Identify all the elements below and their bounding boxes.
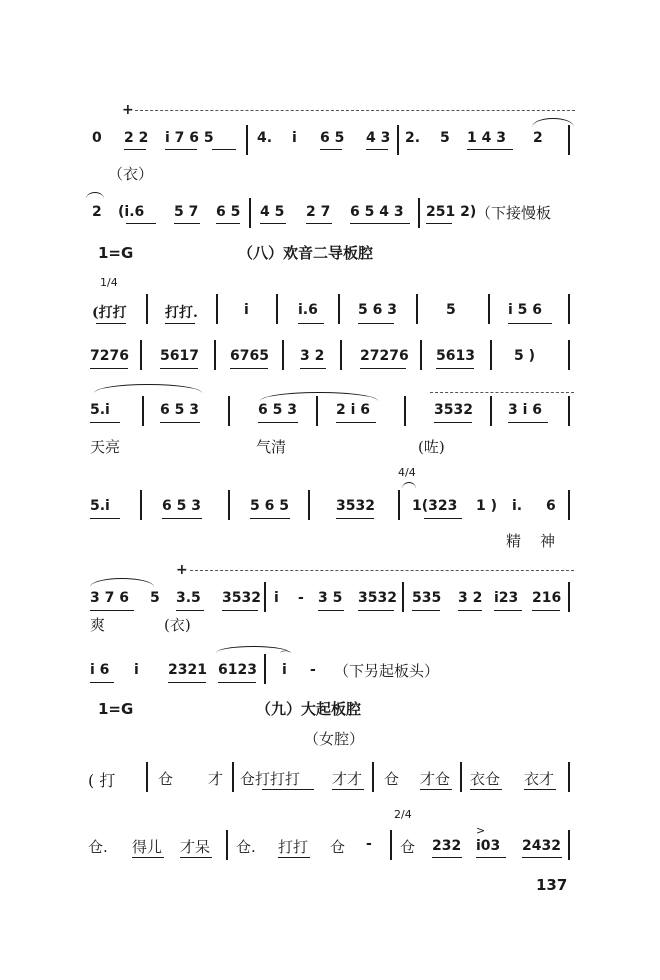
lyric: 精 [506, 532, 522, 550]
percussion-syllable: 仓 [330, 838, 346, 856]
underline [360, 368, 406, 369]
note: 3532 [336, 498, 375, 514]
barline [308, 490, 310, 520]
note: - [310, 662, 316, 678]
underline [262, 789, 314, 790]
score-line-5 [0, 378, 660, 458]
slur-mark [402, 482, 416, 489]
underline [165, 323, 195, 324]
note: 1(323 [412, 498, 458, 514]
underline [532, 610, 560, 611]
note: 5 ) [514, 348, 536, 364]
score-line-8 [0, 644, 660, 688]
barline [276, 294, 278, 324]
underline [508, 422, 548, 423]
note: - [298, 590, 304, 606]
score-line-9 [0, 758, 660, 798]
underline [222, 610, 258, 611]
barline [146, 294, 148, 324]
underline [306, 223, 332, 224]
note: 3 2 [300, 348, 325, 364]
barline [568, 396, 570, 426]
underline [300, 368, 326, 369]
lyric: 天亮 [90, 438, 121, 456]
underline [332, 789, 364, 790]
lyric: 神 [540, 532, 556, 550]
barline [490, 396, 492, 426]
underline [424, 518, 462, 519]
lyric: 气清 [256, 438, 287, 456]
percussion-syllable: 仓打打打 [240, 770, 301, 788]
note: 1 ) [476, 498, 498, 514]
section-subtitle: （女腔） [304, 730, 365, 748]
percussion-syllable: 才才 [332, 770, 363, 788]
note: 2. [405, 130, 421, 146]
underline [320, 149, 342, 150]
underline [176, 610, 204, 611]
note: 6765 [230, 348, 269, 364]
note: i03 [476, 838, 501, 854]
underline [467, 149, 513, 150]
note: 3532 [222, 590, 261, 606]
underline [96, 323, 126, 324]
note: 535 [412, 590, 442, 606]
note: i 5 6 [508, 302, 543, 318]
barline [488, 294, 490, 324]
percussion-syllable: 衣才 [524, 770, 555, 788]
plus-mark: + [122, 102, 134, 118]
underline [524, 789, 556, 790]
note: i [282, 662, 287, 678]
percussion-syllable: 才呆 [180, 838, 211, 856]
percussion-syllable: 得儿 [132, 838, 163, 856]
underline [126, 223, 156, 224]
note: 6 5 [216, 204, 241, 220]
barline [249, 198, 251, 228]
underline [358, 323, 394, 324]
fermata-mark: ⌒ [280, 650, 291, 663]
underline [162, 518, 202, 519]
underline [318, 610, 344, 611]
note: 6 5 3 [160, 402, 199, 418]
percussion-syllable: 仓 [158, 770, 174, 788]
underline [336, 518, 374, 519]
underline [258, 422, 298, 423]
note: i [134, 662, 139, 678]
underline [230, 368, 268, 369]
underline [174, 223, 200, 224]
underline [132, 857, 164, 858]
barline [372, 762, 374, 792]
underline [250, 518, 290, 519]
slur-mark [94, 384, 202, 393]
barline [418, 198, 420, 228]
meter-marking: 4/4 [398, 466, 416, 479]
note: 5613 [436, 348, 475, 364]
note: 1 4 3 [467, 130, 506, 146]
underline [358, 610, 394, 611]
note: 6 5 3 [162, 498, 201, 514]
barline [416, 294, 418, 324]
key-signature: 1=G [98, 700, 134, 718]
barline [568, 294, 570, 324]
note: 2 2 [124, 130, 149, 146]
barline [338, 294, 340, 324]
score-line-7 [0, 562, 660, 642]
barline [568, 490, 570, 520]
barline [568, 125, 570, 155]
note: 3 7 6 [90, 590, 129, 606]
percussion-syllable: 仓 [384, 770, 400, 788]
barline [264, 654, 266, 684]
barline [404, 396, 406, 426]
note: i [274, 590, 279, 606]
underline [90, 368, 128, 369]
note: 4. [257, 130, 273, 146]
slur-mark [260, 392, 378, 401]
note: 6 5 3 [258, 402, 297, 418]
note: 3.5 [176, 590, 201, 606]
underline [160, 368, 198, 369]
underline [508, 323, 552, 324]
note: i.6 [298, 302, 318, 318]
underline [476, 857, 506, 858]
percussion-syllable: 衣仓 [470, 770, 501, 788]
lyric: （衣） [108, 165, 154, 183]
note: 5 6 5 [250, 498, 289, 514]
score-line-6 [0, 478, 660, 558]
note: 2 [533, 130, 543, 146]
note: (i.6 [118, 204, 145, 220]
note: 6 5 4 3 [350, 204, 404, 220]
note: 3 5 [318, 590, 343, 606]
underline [426, 223, 452, 224]
note: 5.i [90, 498, 110, 514]
underline [90, 518, 120, 519]
underline [366, 149, 388, 150]
percussion-syllable: 仓. [88, 838, 108, 856]
score-line-3 [0, 290, 660, 330]
note: 7276 [90, 348, 129, 364]
section-title: （九）大起板腔 [256, 700, 362, 718]
note: 2 i 6 [336, 402, 371, 418]
barline [568, 582, 570, 612]
underline [180, 857, 212, 858]
note: 5 7 [174, 204, 199, 220]
accent-mark: > [476, 824, 486, 837]
underline [212, 149, 236, 150]
barline [140, 490, 142, 520]
lyric: (衣) [164, 616, 191, 634]
underline [336, 422, 376, 423]
barline [398, 490, 400, 520]
barline [568, 762, 570, 792]
barline [142, 396, 144, 426]
barline [282, 340, 284, 370]
note: 2432 [522, 838, 561, 854]
note: 5 6 3 [358, 302, 397, 318]
barline [140, 340, 142, 370]
dashed-line [190, 570, 574, 571]
underline [470, 789, 502, 790]
barline [490, 340, 492, 370]
barline [390, 830, 392, 860]
underline [436, 368, 474, 369]
underline [434, 422, 472, 423]
note: 3 2 [458, 590, 483, 606]
barline [228, 490, 230, 520]
note: 216 [532, 590, 562, 606]
barline [316, 396, 318, 426]
barline [264, 582, 266, 612]
barline [232, 762, 234, 792]
note: 6 5 [320, 130, 345, 146]
underline [420, 789, 452, 790]
underline [90, 610, 134, 611]
note: 6123 [218, 662, 257, 678]
underline [165, 149, 197, 150]
underline [494, 610, 522, 611]
percussion-syllable: 才 [208, 770, 224, 788]
barline [146, 762, 148, 792]
barline [402, 582, 404, 612]
section-title: （八）欢音二导板腔 [238, 244, 374, 262]
underline [412, 610, 440, 611]
note: 5 [150, 590, 160, 606]
underline [160, 422, 200, 423]
note: (打打 [92, 305, 127, 321]
percussion-syllable: 打打 [278, 838, 309, 856]
note: i 6 [90, 662, 110, 678]
percussion-syllable: ( 打 [88, 771, 116, 790]
lyric: (咗) [418, 438, 445, 456]
score-line-10 [0, 826, 660, 866]
underline [278, 857, 310, 858]
rest-dash: - [366, 836, 372, 852]
score-line-1 [0, 100, 660, 183]
note: 27276 [360, 348, 409, 364]
performance-note: （下另起板头） [334, 662, 440, 680]
underline [350, 223, 410, 224]
barline [568, 340, 570, 370]
barline [340, 340, 342, 370]
underline [458, 610, 482, 611]
note: 4 5 [260, 204, 285, 220]
score-line-2 [0, 188, 660, 228]
percussion-syllable: 仓. [236, 838, 256, 856]
dashed-line [135, 110, 575, 111]
slur-mark [216, 646, 290, 653]
percussion-syllable: 才仓 [420, 770, 451, 788]
percussion-syllable: 仓 [400, 838, 416, 856]
underline [260, 223, 286, 224]
meter-marking: 2/4 [394, 808, 412, 821]
barline [228, 396, 230, 426]
underline [216, 223, 240, 224]
note: i23 [494, 590, 519, 606]
note: 3 i 6 [508, 402, 543, 418]
note: i [244, 302, 249, 318]
performance-note: （下接慢板 [476, 204, 552, 222]
underline [522, 857, 562, 858]
score-line-4 [0, 336, 660, 376]
note: 4 3 [366, 130, 391, 146]
plus-mark: + [176, 562, 188, 578]
note: 2 [92, 204, 102, 220]
barline [460, 762, 462, 792]
note: 3532 [358, 590, 397, 606]
barline [246, 125, 248, 155]
note: 232 [432, 838, 462, 854]
underline [298, 323, 324, 324]
barline [397, 125, 399, 155]
barline [568, 830, 570, 860]
barline [226, 830, 228, 860]
key-signature: 1=G [98, 244, 134, 262]
slur-mark [86, 192, 104, 199]
note: 6 [546, 498, 556, 514]
note: 0 [92, 130, 102, 146]
slur-mark [90, 578, 154, 587]
barline [420, 340, 422, 370]
underline [90, 682, 114, 683]
note: i [292, 130, 297, 146]
note: i. [512, 498, 523, 514]
meter-marking: 1/4 [100, 276, 118, 289]
lyric: 爽 [90, 616, 106, 634]
underline [218, 682, 256, 683]
barline [216, 294, 218, 324]
underline [124, 149, 146, 150]
barline [214, 340, 216, 370]
dashed-line [430, 392, 574, 393]
note: 5617 [160, 348, 199, 364]
note: 3532 [434, 402, 473, 418]
note: 5 [446, 302, 456, 318]
note: 251 2) [426, 204, 477, 220]
note: i 7 6 5 [165, 130, 214, 146]
note: 2 7 [306, 204, 331, 220]
note: 5 [440, 130, 450, 146]
page-number: 137 [536, 876, 568, 894]
note: 5.i [90, 402, 110, 418]
note: 2321 [168, 662, 207, 678]
note: 打打. [165, 305, 198, 321]
underline [432, 857, 462, 858]
underline [168, 682, 206, 683]
underline [90, 422, 120, 423]
